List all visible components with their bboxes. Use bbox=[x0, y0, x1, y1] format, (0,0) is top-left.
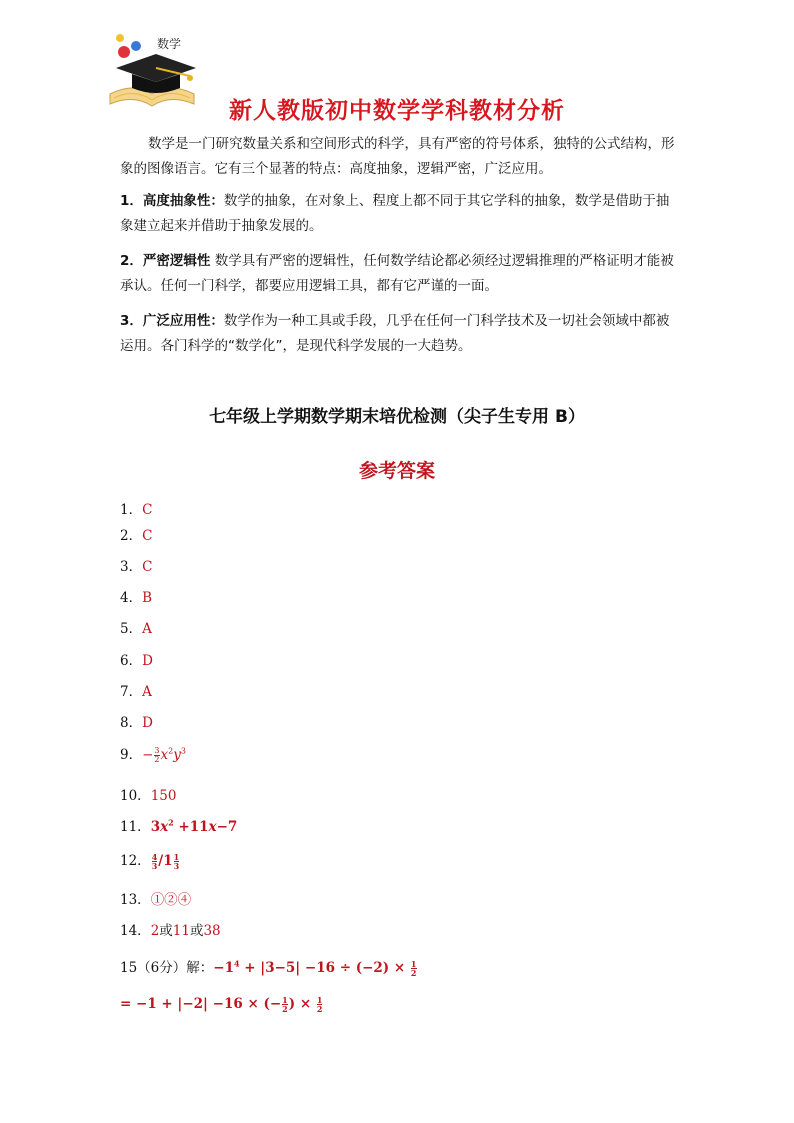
fraction-numerator: 1 bbox=[282, 995, 288, 1005]
answer-value: D bbox=[142, 715, 153, 731]
exponent: 2 bbox=[168, 817, 174, 828]
answer-value: A bbox=[142, 621, 152, 637]
answer-number: 9． bbox=[120, 747, 143, 763]
expression-part: +11 bbox=[173, 819, 209, 835]
answer-item bbox=[120, 815, 237, 835]
answer-item bbox=[120, 956, 418, 977]
fraction-numerator: 3 bbox=[154, 746, 160, 755]
fraction-numerator: 1 bbox=[410, 959, 417, 969]
answer-expression bbox=[213, 960, 417, 976]
answer-number: 14． bbox=[120, 923, 151, 939]
answer-number: 6． bbox=[120, 653, 143, 669]
answer-value bbox=[151, 853, 180, 869]
minus-sign: − bbox=[142, 747, 154, 763]
page-title: 新人教版初中数学学科教材分析 bbox=[229, 98, 565, 124]
answer-number: 11． bbox=[120, 819, 151, 835]
answer-number: 8． bbox=[120, 715, 143, 731]
answer-value: C bbox=[142, 528, 153, 544]
fraction bbox=[282, 996, 288, 1013]
intro-section bbox=[120, 132, 680, 182]
fraction-denominator: 3 bbox=[173, 861, 180, 871]
answer-value: ①②④ bbox=[150, 892, 192, 908]
answer-value: D bbox=[142, 653, 153, 669]
answer-value: C bbox=[142, 559, 153, 575]
exponent: 4 bbox=[234, 958, 240, 969]
feature-text: 数学作为一种工具或手段，几乎在任何一门科学技术及一切社会领域中都被运用。各门科学的“数学化”，是现代科学发展的一大趋势。 bbox=[120, 313, 670, 354]
answer-item bbox=[120, 711, 153, 731]
answer-number: 15（6分）解： bbox=[120, 960, 214, 976]
answer-item bbox=[120, 524, 152, 544]
fraction-denominator: 2 bbox=[154, 755, 160, 764]
answer-number: 2． bbox=[120, 528, 143, 544]
answer-item bbox=[120, 996, 323, 1013]
feature-label: 3．广泛应用性： bbox=[120, 313, 224, 329]
fraction-denominator: 2 bbox=[282, 1004, 288, 1014]
answer-item bbox=[120, 649, 153, 669]
feature-label: 2．严密逻辑性 bbox=[120, 253, 211, 269]
feature-logic bbox=[120, 249, 680, 299]
variable-x: x bbox=[160, 819, 169, 835]
variable-x: x bbox=[160, 747, 169, 763]
variable-y: y bbox=[173, 747, 181, 763]
fraction-numerator: 1 bbox=[316, 995, 323, 1005]
answer-title: 参考答案 bbox=[358, 460, 435, 482]
answer-item bbox=[120, 919, 221, 939]
or-word: 或 bbox=[189, 923, 204, 939]
intro-paragraph: 数学是一门研究数量关系和空间形式的科学，具有严密的符号体系，独特的公式结构，形象的图像语言。它有三个显著的特点：高度抽象，逻辑严密，广泛应用。 bbox=[120, 136, 675, 177]
exam-title: 七年级上学期数学期末培优检测（尖子生专用 B） bbox=[209, 407, 585, 427]
answer-value: 38 bbox=[203, 923, 221, 939]
answer-number: 5． bbox=[120, 621, 143, 637]
answer-value bbox=[142, 747, 186, 763]
feature-application bbox=[120, 309, 680, 359]
feature-label: 1．高度抽象性： bbox=[120, 193, 224, 209]
answer-value: 11 bbox=[172, 923, 190, 939]
answer-item bbox=[120, 680, 152, 700]
fraction-denominator: 2 bbox=[316, 1004, 323, 1014]
feature-abstraction bbox=[120, 189, 680, 239]
expression-part: 3 bbox=[150, 819, 161, 835]
expression-part: = −1 + |−2| −16 × (− bbox=[120, 996, 282, 1012]
answer-value: 150 bbox=[150, 788, 177, 804]
variable-x: x bbox=[208, 819, 217, 835]
answer-item bbox=[120, 849, 180, 870]
answer-number: 4． bbox=[120, 590, 143, 606]
expression-part: /1 bbox=[158, 853, 173, 869]
answer-value: A bbox=[142, 684, 152, 700]
fraction bbox=[152, 853, 158, 870]
expression-part: −7 bbox=[216, 819, 238, 835]
expression-part: −1 bbox=[213, 960, 234, 976]
fraction bbox=[154, 747, 159, 764]
answer-number: 7． bbox=[120, 684, 143, 700]
answer-number: 1． bbox=[120, 502, 143, 518]
fraction-numerator: 4 bbox=[151, 852, 158, 862]
fraction-denominator: 2 bbox=[410, 968, 417, 978]
expression-part: ) × bbox=[288, 996, 316, 1012]
answer-item bbox=[120, 586, 152, 606]
feature-text: 数学具有严密的逻辑性，任何数学结论都必须经过逻辑推理的严格证明才能被承认。任何一门科学，都要应用逻辑工具，都有它严谨的一面。 bbox=[120, 253, 674, 294]
answer-item bbox=[120, 498, 152, 518]
expression-part: + |3−5| −16 ÷ (−2) × bbox=[239, 960, 410, 976]
answer-number: 12． bbox=[120, 853, 151, 869]
answer-value: 2 bbox=[150, 923, 160, 939]
logo-label: 数学 bbox=[157, 37, 182, 51]
answer-item bbox=[120, 888, 191, 908]
exponent: 2 bbox=[168, 746, 174, 756]
fraction bbox=[411, 960, 417, 977]
exponent: 3 bbox=[180, 746, 186, 756]
answer-number: 13． bbox=[120, 892, 151, 908]
answer-number: 3． bbox=[120, 559, 143, 575]
answer-item bbox=[120, 743, 186, 764]
answer-number: 10． bbox=[120, 788, 151, 804]
fraction-numerator: 1 bbox=[173, 852, 180, 862]
answer-item bbox=[120, 617, 152, 637]
answer-item bbox=[120, 555, 152, 575]
answer-item bbox=[120, 784, 176, 804]
fraction-denominator: 3 bbox=[151, 861, 158, 871]
answer-value: B bbox=[142, 590, 153, 606]
answer-value bbox=[151, 819, 238, 835]
answer-value: C bbox=[142, 502, 153, 518]
answer-expression bbox=[120, 996, 323, 1012]
feature-text: 数学的抽象，在对象上、程度上都不同于其它学科的抽象，数学是借助于抽象建立起来并借助于抽象发展的。 bbox=[120, 193, 670, 234]
fraction bbox=[174, 853, 180, 870]
fraction bbox=[317, 996, 323, 1013]
or-word: 或 bbox=[159, 923, 173, 939]
